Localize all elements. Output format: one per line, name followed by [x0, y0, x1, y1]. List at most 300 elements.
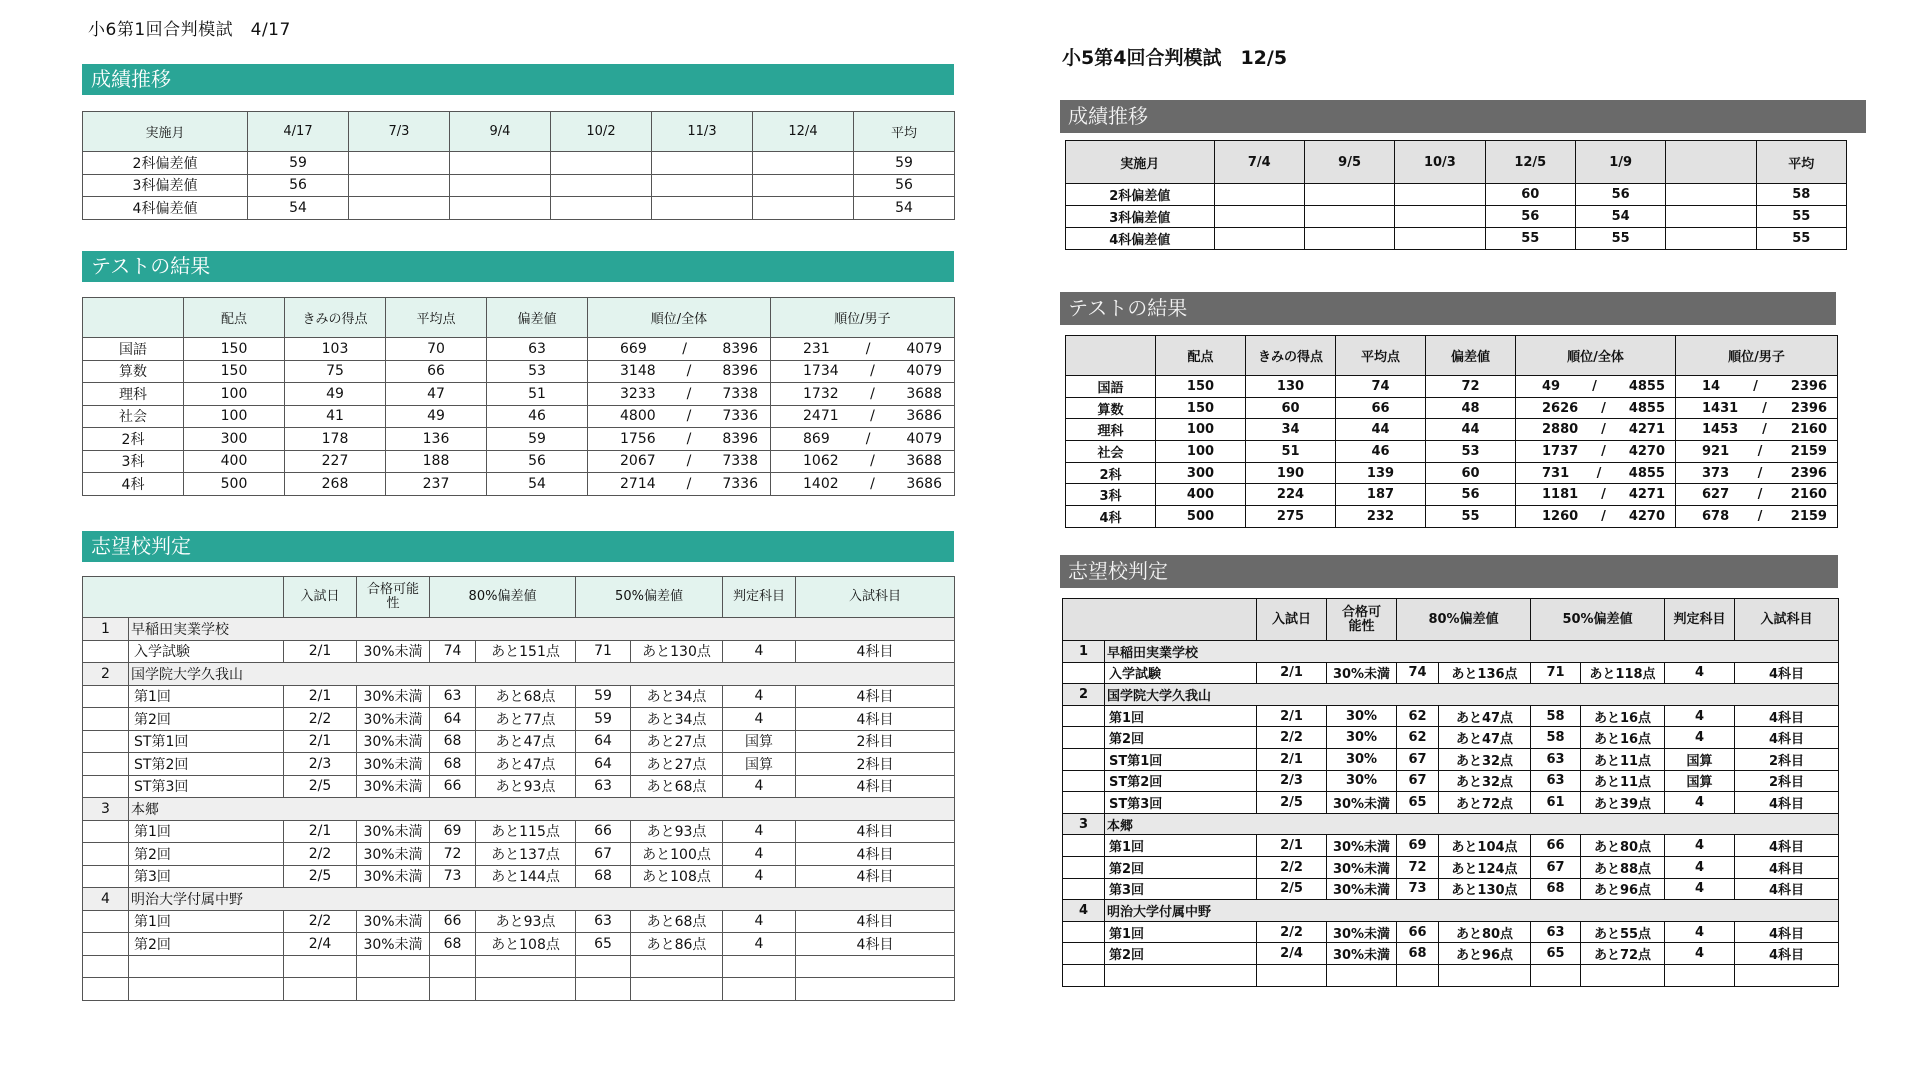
subject-label: 社会 [1066, 441, 1156, 463]
rank-slash: / [865, 340, 871, 357]
table-row [83, 473, 955, 496]
rank-slash: / [870, 453, 875, 470]
rank-value [1678, 379, 1835, 394]
rank-position: 4800 [620, 408, 656, 425]
table-cell: 64 [576, 753, 631, 776]
exam-row [1063, 662, 1839, 684]
school-row [1063, 684, 1839, 706]
table-cell: 2科目 [796, 730, 955, 753]
rank-position: 1732 [803, 385, 839, 402]
rank-value [773, 453, 952, 469]
exam-row [1063, 770, 1839, 792]
table-cell [551, 174, 652, 197]
rank-total: 8396 [722, 340, 758, 357]
table-cell: 56 [248, 174, 349, 197]
table-cell [1395, 184, 1485, 206]
indent-cell [1063, 705, 1105, 727]
rank-position: 627 [1702, 487, 1730, 503]
rank-value [590, 408, 768, 424]
exam-name: 第3回 [1105, 878, 1257, 900]
table-cell: 4科目 [796, 910, 955, 933]
rank-cell [771, 450, 955, 473]
indent-cell [83, 775, 129, 798]
table-row [83, 197, 955, 220]
column-header: 平均 [854, 112, 955, 152]
table-cell: 44 [1426, 419, 1516, 441]
table-cell: 66 [430, 910, 476, 933]
rank-total: 3688 [906, 385, 942, 402]
subject-label: 理科 [83, 383, 184, 406]
table-cell: 65 [576, 933, 631, 956]
table-row [83, 174, 955, 197]
table-cell: 100 [184, 383, 285, 406]
report-right [1040, 0, 1920, 1080]
section-header-judge: 志望校判定 [82, 531, 954, 562]
rank-slash: / [686, 408, 692, 425]
table-cell: 103 [285, 338, 386, 361]
rank-total: 4271 [1628, 422, 1665, 438]
table-cell: 54 [1575, 206, 1665, 228]
rank-value [1518, 422, 1673, 437]
table-cell: 53 [1426, 441, 1516, 463]
table-cell: 130 [1246, 376, 1336, 398]
rank-slash: / [1753, 378, 1758, 394]
exam-row [83, 865, 955, 888]
rank-value [590, 453, 768, 469]
school-row [1063, 641, 1839, 663]
table-row [83, 405, 955, 428]
school-row [83, 618, 955, 641]
table-cell [551, 197, 652, 220]
exam-name: 入学試験 [1105, 662, 1257, 684]
rank-cell [771, 338, 955, 361]
table-cell: 2/4 [1257, 943, 1327, 965]
indent-cell [83, 933, 129, 956]
table-cell: 2/2 [284, 708, 357, 731]
column-header [83, 298, 184, 338]
indent-cell [1063, 856, 1105, 878]
table-cell: 4 [1665, 921, 1735, 943]
table-cell: あと77点 [476, 708, 576, 731]
school-name: 明治大学付属中野 [1105, 900, 1839, 922]
table-cell: 58 [1756, 184, 1846, 206]
rank-position: 3233 [620, 385, 656, 402]
exam-name: 第2回 [129, 933, 284, 956]
table-cell: あと88点 [1581, 856, 1665, 878]
table-cell: 60 [1246, 397, 1336, 419]
table-cell: 68 [1397, 943, 1439, 965]
table-cell [450, 152, 551, 175]
table-cell: あと34点 [631, 708, 723, 731]
rank-slash: / [1592, 378, 1597, 394]
rank-position: 1062 [803, 453, 839, 470]
table-cell: 64 [430, 708, 476, 731]
rank-slash: / [1601, 487, 1606, 503]
table-cell: 66 [1531, 835, 1581, 857]
rank-total: 2396 [1790, 465, 1827, 481]
table-cell: 66 [576, 820, 631, 843]
exam-name: 第2回 [1105, 943, 1257, 965]
table-cell: 54 [487, 473, 588, 496]
rank-value [1678, 422, 1835, 437]
empty-cell [284, 978, 357, 1001]
subject-label: 算数 [83, 360, 184, 383]
table-cell [349, 197, 450, 220]
table-cell: 4 [723, 820, 796, 843]
table-cell: 4科目 [1735, 727, 1839, 749]
table-cell: 75 [285, 360, 386, 383]
rank-cell [1516, 441, 1676, 463]
subject-label: 理科 [1066, 419, 1156, 441]
column-header: 順位/全体 [1516, 336, 1676, 376]
table-cell: 58 [1531, 705, 1581, 727]
table-row [83, 383, 955, 406]
table-cell: 63 [1531, 748, 1581, 770]
table-row [1066, 506, 1838, 528]
table-row [83, 360, 955, 383]
rank-position: 1431 [1702, 400, 1739, 416]
table-cell: 4 [723, 865, 796, 888]
empty-cell [1257, 964, 1327, 986]
empty-cell [576, 955, 631, 978]
rank-slash: / [1601, 400, 1606, 416]
exam-row [1063, 792, 1839, 814]
table-cell: 187 [1336, 484, 1426, 506]
empty-cell [1531, 964, 1581, 986]
column-header: 平均点 [1336, 336, 1426, 376]
table-cell: 2/5 [284, 865, 357, 888]
exam-row [83, 640, 955, 663]
table-cell: 51 [487, 383, 588, 406]
empty-cell [83, 978, 129, 1001]
table-cell: 69 [1397, 835, 1439, 857]
column-header: 配点 [1156, 336, 1246, 376]
empty-cell [1327, 964, 1397, 986]
table-cell: 2科目 [796, 753, 955, 776]
table-cell: あと104点 [1439, 835, 1531, 857]
table-cell: 63 [487, 338, 588, 361]
table-cell: 500 [1156, 506, 1246, 528]
rank-cell [1516, 419, 1676, 441]
table-cell: 2/3 [284, 753, 357, 776]
empty-cell [357, 978, 430, 1001]
indent-cell [83, 730, 129, 753]
empty-cell [723, 955, 796, 978]
table-cell [551, 152, 652, 175]
table-cell: 30% [1327, 770, 1397, 792]
empty-cell [631, 955, 723, 978]
empty-cell [1581, 964, 1665, 986]
table-cell: 139 [1336, 462, 1426, 484]
rank-position: 3148 [620, 363, 656, 380]
table-cell: あと39点 [1581, 792, 1665, 814]
table-cell: 48 [1426, 397, 1516, 419]
rank-slash: / [1757, 443, 1763, 459]
table-cell [1214, 184, 1304, 206]
table-cell: 56 [487, 450, 588, 473]
table-cell: 30% [1327, 705, 1397, 727]
rank-value [1518, 379, 1673, 394]
school-number: 3 [83, 798, 129, 821]
table-cell: 4科目 [1735, 792, 1839, 814]
rank-cell [771, 405, 955, 428]
column-header: 入試科目 [1735, 599, 1839, 641]
rank-total: 4270 [1628, 508, 1665, 524]
table-cell: あと115点 [476, 820, 576, 843]
table-cell: 4科目 [1735, 921, 1839, 943]
school-number: 4 [83, 888, 129, 911]
subject-label: 算数 [1066, 397, 1156, 419]
indent-cell [1063, 770, 1105, 792]
table-cell: 30%未満 [357, 933, 430, 956]
table-row [1066, 462, 1838, 484]
table-cell: 30%未満 [357, 730, 430, 753]
column-header: 合格可能性 [1327, 599, 1397, 641]
rank-total: 8396 [722, 430, 758, 447]
rank-value [773, 476, 952, 492]
school-number: 1 [83, 618, 129, 641]
rank-value [590, 386, 768, 402]
rank-total: 4270 [1628, 443, 1665, 459]
table-cell: 国算 [723, 753, 796, 776]
table-cell: 2/2 [1257, 921, 1327, 943]
empty-cell [430, 978, 476, 1001]
rank-slash: / [686, 453, 692, 470]
empty-cell [796, 955, 955, 978]
table-cell: 190 [1246, 462, 1336, 484]
indent-cell [83, 865, 129, 888]
indent-cell [83, 910, 129, 933]
column-header [1666, 141, 1756, 184]
table-cell: 2/2 [284, 910, 357, 933]
table-cell: あと47点 [1439, 705, 1531, 727]
table-cell: あと93点 [631, 820, 723, 843]
rank-position: 1734 [803, 363, 839, 380]
rank-cell [1676, 462, 1838, 484]
table-cell: 2/1 [1257, 705, 1327, 727]
indent-cell [1063, 748, 1105, 770]
rank-slash: / [1762, 400, 1767, 416]
school-name: 本郷 [1105, 813, 1839, 835]
rank-position: 869 [803, 430, 830, 447]
table-cell: 4科目 [1735, 662, 1839, 684]
table-cell: 30% [1327, 748, 1397, 770]
table-cell: 61 [1531, 792, 1581, 814]
table-cell: 55 [1575, 228, 1665, 250]
header-row [83, 298, 955, 338]
table-cell: 74 [430, 640, 476, 663]
rank-slash: / [686, 430, 692, 447]
table-row [1066, 206, 1847, 228]
table-cell: 63 [576, 775, 631, 798]
exam-name: ST第2回 [129, 753, 284, 776]
table-cell: 66 [1397, 921, 1439, 943]
table-cell: あと108点 [476, 933, 576, 956]
table-cell: 72 [1397, 856, 1439, 878]
table-cell: 67 [576, 843, 631, 866]
rank-position: 678 [1702, 508, 1730, 524]
table-cell: 4科目 [796, 843, 955, 866]
rank-total: 4855 [1628, 465, 1665, 481]
exam-row [1063, 921, 1839, 943]
school-name: 国学院大学久我山 [129, 663, 955, 686]
table-cell: あと47点 [476, 730, 576, 753]
table-cell: 74 [1336, 376, 1426, 398]
table-cell: 60 [1485, 184, 1575, 206]
table-cell: 2/5 [1257, 792, 1327, 814]
exam-row [1063, 943, 1839, 965]
table-cell: 2/2 [284, 843, 357, 866]
table-cell: 2/2 [1257, 727, 1327, 749]
subject-label: 社会 [83, 405, 184, 428]
table-cell: 30%未満 [1327, 662, 1397, 684]
judge-table [82, 576, 955, 1001]
table-cell: あと47点 [1439, 727, 1531, 749]
table-cell: 150 [1156, 376, 1246, 398]
rank-value [590, 431, 768, 447]
exam-row [83, 708, 955, 731]
column-header: 判定科目 [1665, 599, 1735, 641]
table-cell: あと16点 [1581, 727, 1665, 749]
table-cell: 71 [1531, 662, 1581, 684]
rank-slash: / [870, 363, 875, 380]
table-cell: 54 [248, 197, 349, 220]
table-cell: 68 [430, 730, 476, 753]
rank-value [590, 363, 768, 379]
rank-value [1518, 487, 1673, 502]
table-cell [1304, 184, 1394, 206]
table-cell: あと96点 [1439, 943, 1531, 965]
table-cell: 30%未満 [1327, 921, 1397, 943]
table-cell: 4 [723, 933, 796, 956]
table-cell: 178 [285, 428, 386, 451]
table-cell: あと72点 [1439, 792, 1531, 814]
column-header: 12/5 [1485, 141, 1575, 184]
table-cell: あと27点 [631, 730, 723, 753]
table-cell: 2/5 [284, 775, 357, 798]
rank-slash: / [1601, 508, 1606, 524]
table-cell: 4科目 [796, 865, 955, 888]
column-header: 判定科目 [723, 577, 796, 618]
table-cell: 2/1 [1257, 662, 1327, 684]
rank-slash: / [1757, 508, 1763, 524]
table-cell: 4科目 [1735, 856, 1839, 878]
indent-cell [1063, 662, 1105, 684]
table-cell: 2科目 [1735, 748, 1839, 770]
column-header: 10/2 [551, 112, 652, 152]
table-cell: 59 [576, 708, 631, 731]
table-cell: 46 [1336, 441, 1426, 463]
empty-cell [631, 978, 723, 1001]
rank-slash: / [1601, 422, 1606, 438]
empty-cell [723, 978, 796, 1001]
row-label: 4科偏差値 [1066, 228, 1215, 250]
rank-slash: / [870, 408, 875, 425]
indent-cell [1063, 943, 1105, 965]
rank-cell [588, 383, 771, 406]
rank-cell [1516, 462, 1676, 484]
table-cell: 55 [1426, 506, 1516, 528]
table-cell: 275 [1246, 506, 1336, 528]
column-header: 4/17 [248, 112, 349, 152]
table-cell: 30%未満 [1327, 792, 1397, 814]
exam-name: ST第1回 [129, 730, 284, 753]
table-row [83, 428, 955, 451]
row-label: 3科偏差値 [1066, 206, 1215, 228]
rank-value [773, 386, 952, 402]
exam-name: ST第1回 [1105, 748, 1257, 770]
table-cell: 30%未満 [1327, 878, 1397, 900]
exam-row [1063, 856, 1839, 878]
row-label: 3科偏差値 [83, 174, 248, 197]
table-cell: 34 [1246, 419, 1336, 441]
table-cell: 68 [430, 753, 476, 776]
table-cell: 4 [1665, 856, 1735, 878]
school-number: 1 [1063, 641, 1105, 663]
table-cell: 74 [1397, 662, 1439, 684]
rank-cell [771, 360, 955, 383]
table-cell: 150 [1156, 397, 1246, 419]
table-cell: 67 [1397, 748, 1439, 770]
table-cell [349, 174, 450, 197]
exam-row [83, 910, 955, 933]
exam-row [83, 775, 955, 798]
exam-name: 第1回 [129, 685, 284, 708]
indent-cell [83, 685, 129, 708]
exam-name: 第1回 [1105, 921, 1257, 943]
rank-cell [771, 428, 955, 451]
table-cell: 224 [1246, 484, 1336, 506]
table-cell: 69 [430, 820, 476, 843]
rank-position: 1260 [1542, 508, 1579, 524]
table-row [83, 450, 955, 473]
rank-slash: / [682, 340, 687, 357]
exam-row [83, 933, 955, 956]
column-header: 9/4 [450, 112, 551, 152]
school-number: 2 [1063, 684, 1105, 706]
table-cell: 59 [576, 685, 631, 708]
indent-cell [1063, 878, 1105, 900]
empty-cell [1105, 964, 1257, 986]
rank-position: 1181 [1542, 487, 1579, 503]
table-cell: 国算 [1665, 770, 1735, 792]
trend-table [1065, 140, 1847, 250]
school-name: 明治大学付属中野 [129, 888, 955, 911]
table-cell: 2/2 [1257, 856, 1327, 878]
rank-slash: / [686, 363, 692, 380]
table-cell: 30%未満 [357, 820, 430, 843]
column-header: 入試日 [1257, 599, 1327, 641]
table-cell: 66 [386, 360, 487, 383]
school-name: 本郷 [129, 798, 955, 821]
rank-total: 8396 [722, 363, 758, 380]
table-cell [652, 197, 753, 220]
rank-cell [1516, 376, 1676, 398]
table-cell: 4科目 [796, 820, 955, 843]
table-cell [753, 197, 854, 220]
table-cell [450, 197, 551, 220]
exam-name: ST第3回 [129, 775, 284, 798]
section-header-results: テストの結果 [1060, 292, 1836, 325]
column-header [1066, 336, 1156, 376]
table-row [83, 338, 955, 361]
table-cell: 54 [854, 197, 955, 220]
exam-name: ST第2回 [1105, 770, 1257, 792]
rank-total: 7336 [722, 408, 758, 425]
rank-position: 2626 [1542, 400, 1579, 416]
table-row [1066, 397, 1838, 419]
rank-value [773, 431, 952, 447]
